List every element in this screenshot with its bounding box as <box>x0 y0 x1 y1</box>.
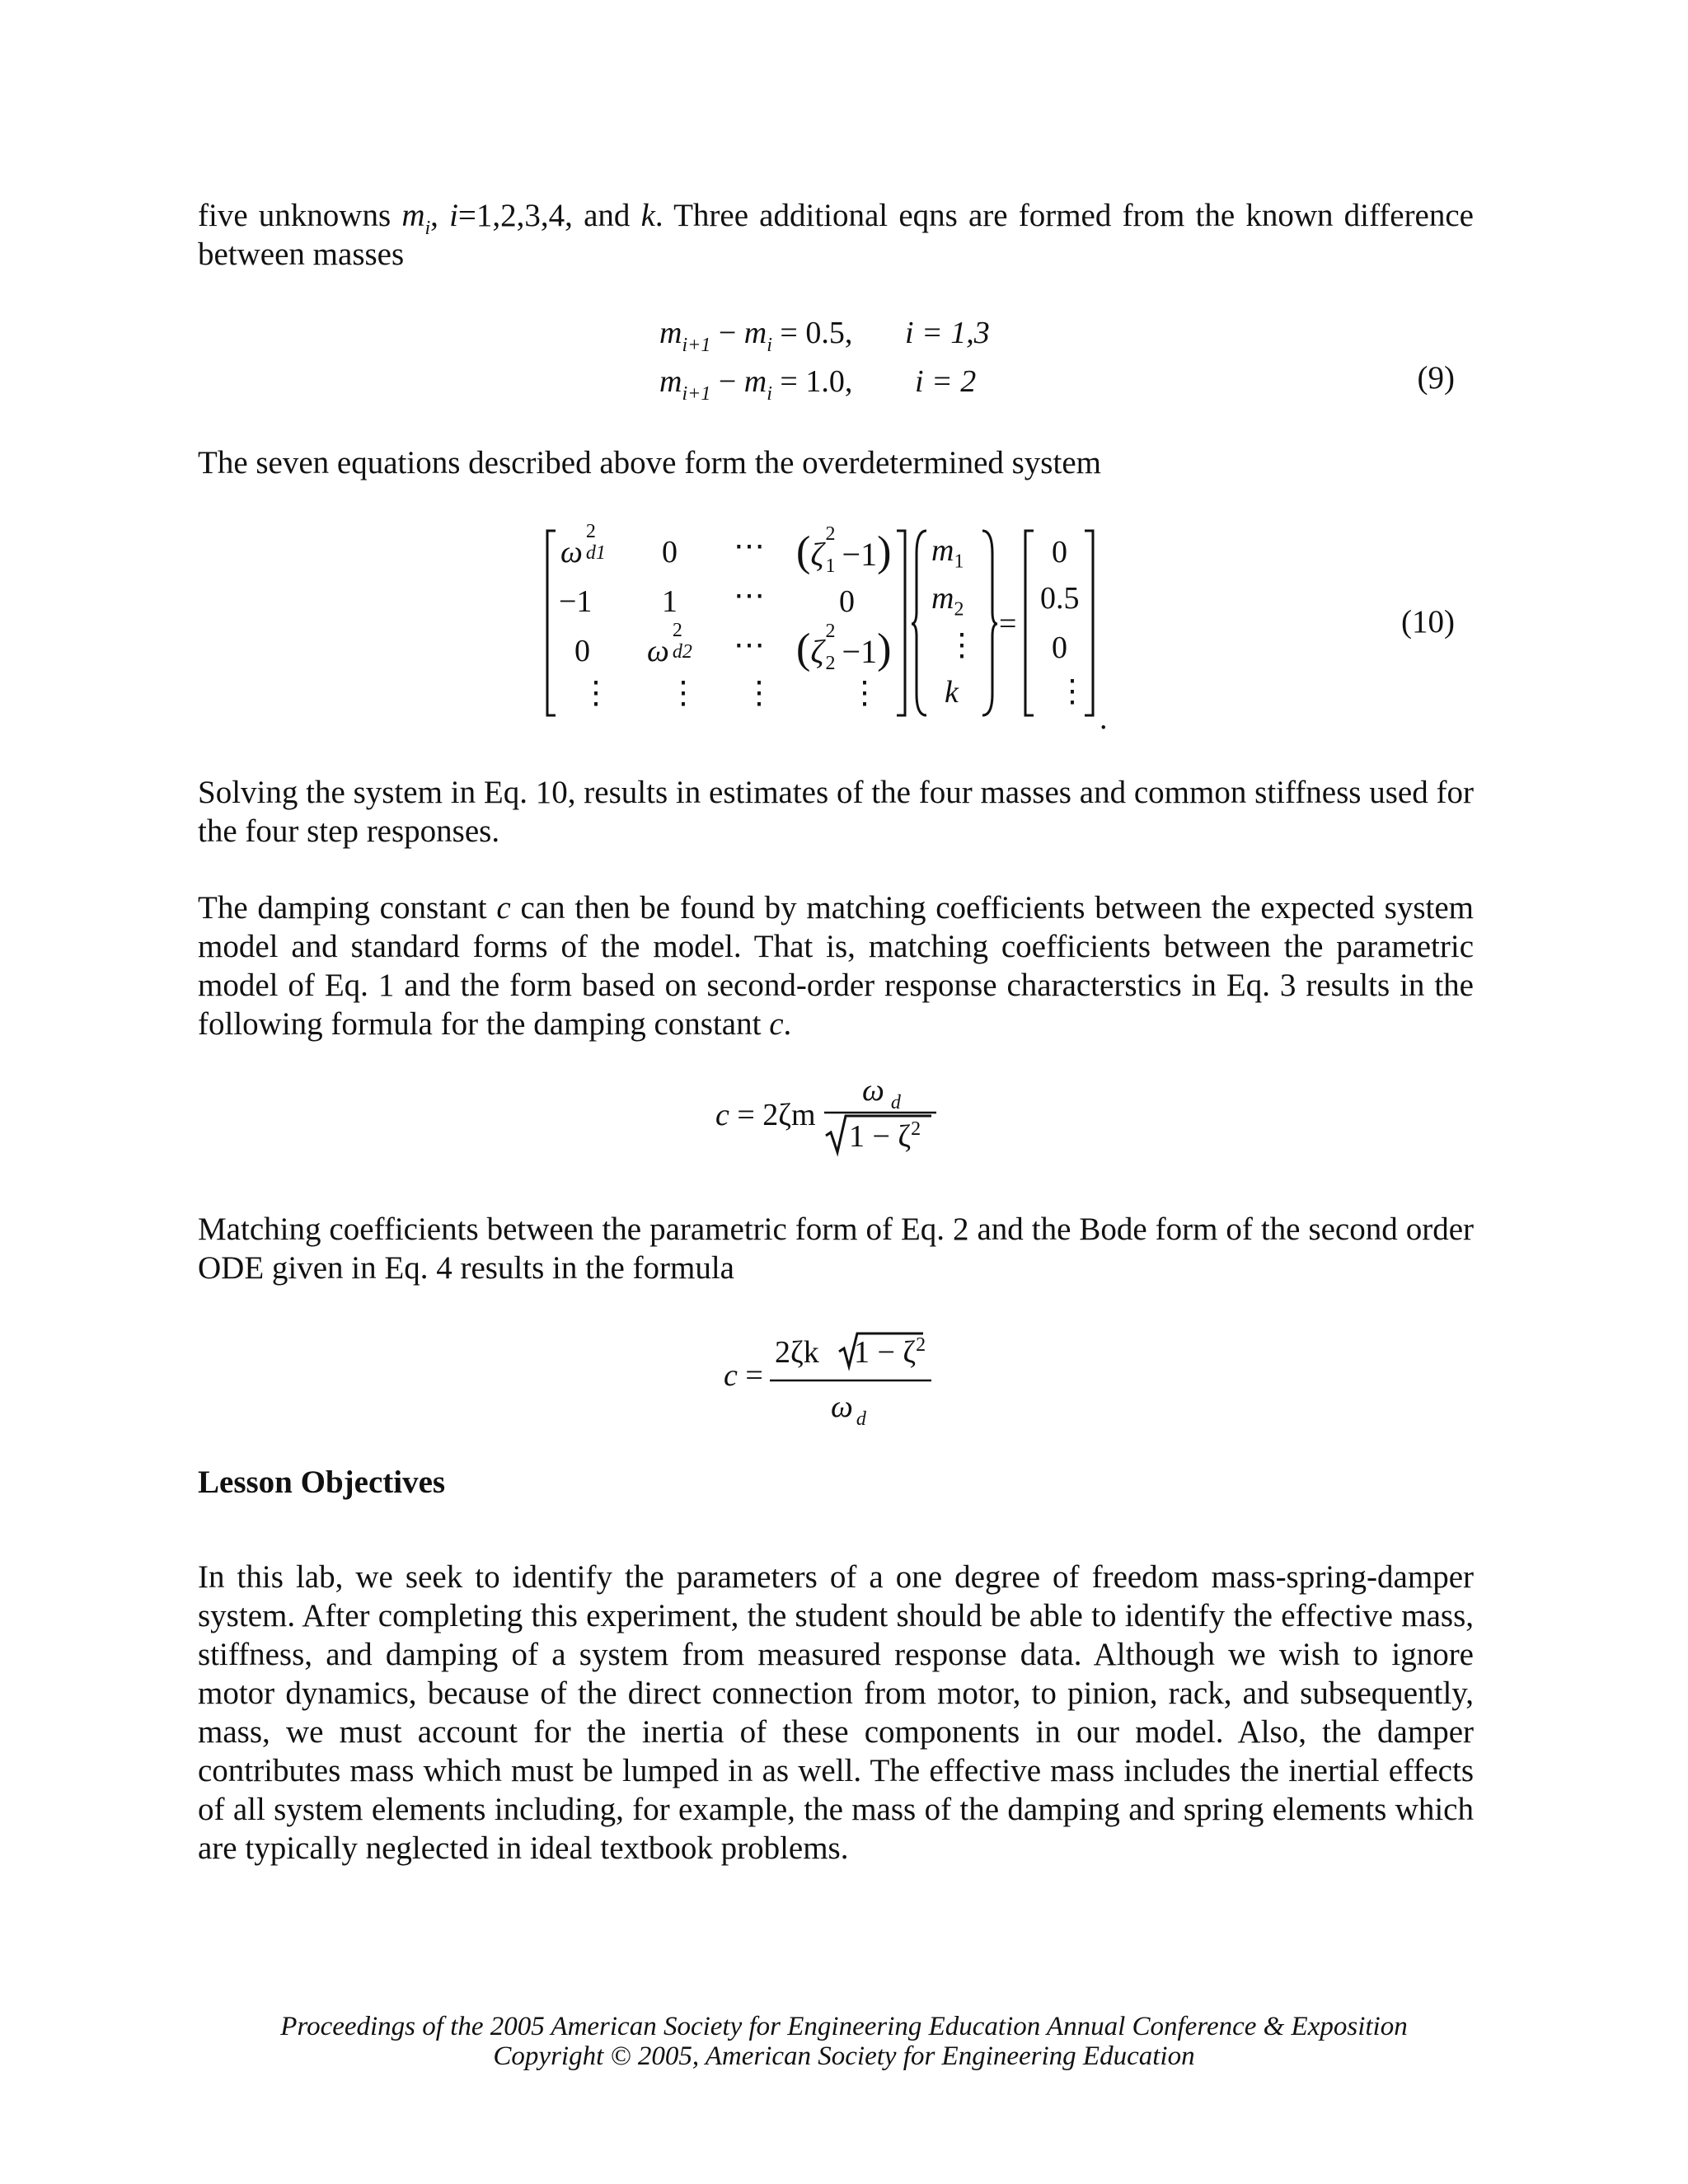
matrix-cell-1-1: ω 2 d1 <box>560 521 606 569</box>
damping-text-b: can then be found by matching coefficients between the expected system model and standard forms of the model. That is, matching coefficients between the parametric model of Eq. 1 and the form based on second-order response characterstics in Eq. 3 results in the following formula for the damping constant <box>198 890 1474 1042</box>
unknown-k <box>945 674 959 710</box>
matrix-cell-3-1: 0 <box>574 634 590 668</box>
eq9-m2: m <box>743 316 767 350</box>
equals-sign: = <box>999 607 1017 641</box>
matrix-left-bracket <box>544 529 560 719</box>
lesson-objectives-heading: Lesson Objectives <box>198 1465 446 1500</box>
matrix-cell-2-4: 0 <box>839 584 855 619</box>
var-c: c <box>496 890 511 926</box>
unknown-m2: $m_2$ <box>931 581 964 621</box>
eq9-m3: m <box>659 364 682 399</box>
rhs-3: 0 <box>1052 630 1067 665</box>
equation-9-cond1 <box>905 317 990 349</box>
seven-equations-text: The seven equations described above form the overdetermined system <box>198 445 1101 480</box>
equation-9-row1 <box>659 316 853 356</box>
unknowns-left-brace <box>910 529 930 719</box>
matrix-cell-4-2: ⋮ <box>668 676 699 710</box>
matrix-cell-2-3: ⋯ <box>734 579 765 613</box>
eq9-m1: m <box>659 316 682 350</box>
intro-text-a: five unknowns <box>198 198 402 233</box>
eq9-sub3: i+1 <box>682 383 711 405</box>
rhs-2: 0.5 <box>1040 581 1080 616</box>
equation-9-cond2 <box>915 366 976 397</box>
eq9-rhs2: = 1.0, <box>771 364 853 399</box>
var-k: k <box>640 198 655 233</box>
eq9-rhs1: = 0.5, <box>771 316 853 350</box>
solve-paragraph: Solving the system in Eq. 10, results in estimates of the four masses and common stiffness used for the four step responses. <box>198 775 1474 849</box>
rhs-4: ⋮ <box>1057 674 1088 709</box>
matrix-trailing-period: . <box>1100 701 1108 736</box>
eqc2-numerator <box>775 1337 819 1368</box>
eqc2-fraction-line <box>770 1378 935 1383</box>
var-c-2: c <box>769 1006 784 1042</box>
eq9-minus2: − <box>710 364 744 399</box>
intro-text-c: =1,2,3,4, and <box>457 198 641 233</box>
matrix-cell-3-4: (ζ 2 2 −1) <box>796 621 892 674</box>
eqc1-c: c <box>715 1098 729 1132</box>
eq9-minus1: − <box>710 316 744 350</box>
matrix-cell-3-2: ω 2 d2 <box>647 620 692 668</box>
matrix-cell-4-1: ⋮ <box>580 676 612 710</box>
eqc2-rad-sup: 2 <box>916 1334 926 1356</box>
matrix-cell-2-1: −1 <box>559 584 593 619</box>
matrix-cell-4-3: ⋮ <box>743 676 775 710</box>
eqc2-lhs <box>724 1360 763 1391</box>
eqc1-denominator <box>849 1118 921 1154</box>
eqc2-omega: ω <box>831 1390 853 1424</box>
rhs-left-bracket <box>1022 529 1039 719</box>
eqc2-c: c <box>724 1358 738 1393</box>
eq9-cond2: i = 2 <box>915 364 977 399</box>
unknowns-right-brace <box>979 529 999 719</box>
eqc2-radicand <box>854 1334 926 1370</box>
eq9-cond1: i = 1,3 <box>905 316 990 350</box>
eqc1-numerator <box>862 1073 901 1113</box>
damping-text-a: The damping constant <box>198 890 497 926</box>
footer-proceedings: Proceedings of the 2005 American Society for Engineering Education Annual Conference & Exposition <box>280 2012 1408 2041</box>
equation-9-number: (9) <box>1417 360 1455 396</box>
unknown-k-label: k <box>945 675 959 710</box>
objectives-paragraph: In this lab, we seek to identify the parameters of a one degree of freedom mass-spring-damper system. After completing this experiment, the student should be able to identify the effective mass, stiffness, and damping of a system from measured response data. Although we wish to ignore motor dynamics, because of the direct connection from motor, to pinion, rack, and subsequently, mass, we must account for the inertia of these components in our model. Also, the damper contributes mass which must be lumped in as well. The effective mass includes the inertial effects of all system elements including, for example, the mass of the damping and spring elements which are typically neglected in ideal textbook problems. <box>198 1559 1474 1866</box>
eq9-sub4: i <box>767 383 772 405</box>
intro-comma: , <box>430 198 450 233</box>
matrix-cell-1-2: 0 <box>662 535 678 569</box>
eqc2-eq: = <box>737 1358 763 1393</box>
equation-10-number: (10) <box>1401 604 1455 640</box>
eq9-m4: m <box>743 364 767 399</box>
matrix-cell-1-3: ⋯ <box>734 529 765 564</box>
eqc1-eq: = 2ζm <box>729 1098 816 1132</box>
eq9-sub1: i+1 <box>682 335 711 356</box>
unknown-m1: $m_1$ <box>931 533 964 573</box>
matrix-cell-1-4: (ζ 2 1 −1) <box>796 523 892 577</box>
eqc1-lhs <box>715 1099 816 1131</box>
eqc2-rad-text: 1 − ζ <box>854 1335 917 1370</box>
eqc1-den-text: 1 − ζ <box>849 1119 912 1154</box>
footer-copyright: Copyright © 2005, American Society for Engineering Education <box>493 2041 1195 2071</box>
matrix-cell-3-3: ⋯ <box>734 628 765 663</box>
eqc2-sub-d: d <box>856 1408 866 1430</box>
eqc2-num-text: 2ζk <box>775 1335 819 1370</box>
eqc1-omega: ω <box>862 1073 884 1108</box>
eqc2-denominator <box>831 1390 866 1430</box>
damping-paragraph <box>198 888 1474 1043</box>
matrix-cell-2-2: 1 <box>662 584 678 619</box>
eqc1-den-sup: 2 <box>911 1118 921 1140</box>
eq9-sub2: i <box>767 335 772 356</box>
matrix-right-bracket <box>893 529 910 719</box>
intro-paragraph <box>198 196 1474 274</box>
equation-9-row2 <box>659 364 853 405</box>
var-i: i <box>449 198 458 233</box>
unknown-dots: ⋮ <box>946 628 978 663</box>
var-m: m <box>401 198 425 233</box>
sub-i: i <box>424 218 431 239</box>
matrix-cell-4-4: ⋮ <box>849 676 880 710</box>
damping-text-end: . <box>783 1006 792 1042</box>
matching-paragraph: Matching coefficients between the parametric form of Eq. 2 and the Bode form of the second order ODE given in Eq. 4 results in the formula <box>198 1212 1474 1286</box>
eqc1-sub-d: d <box>890 1092 901 1113</box>
intro-text-d: . Three additional eqns are formed from the known difference between masses <box>198 198 1474 272</box>
rhs-1: 0 <box>1052 535 1067 569</box>
